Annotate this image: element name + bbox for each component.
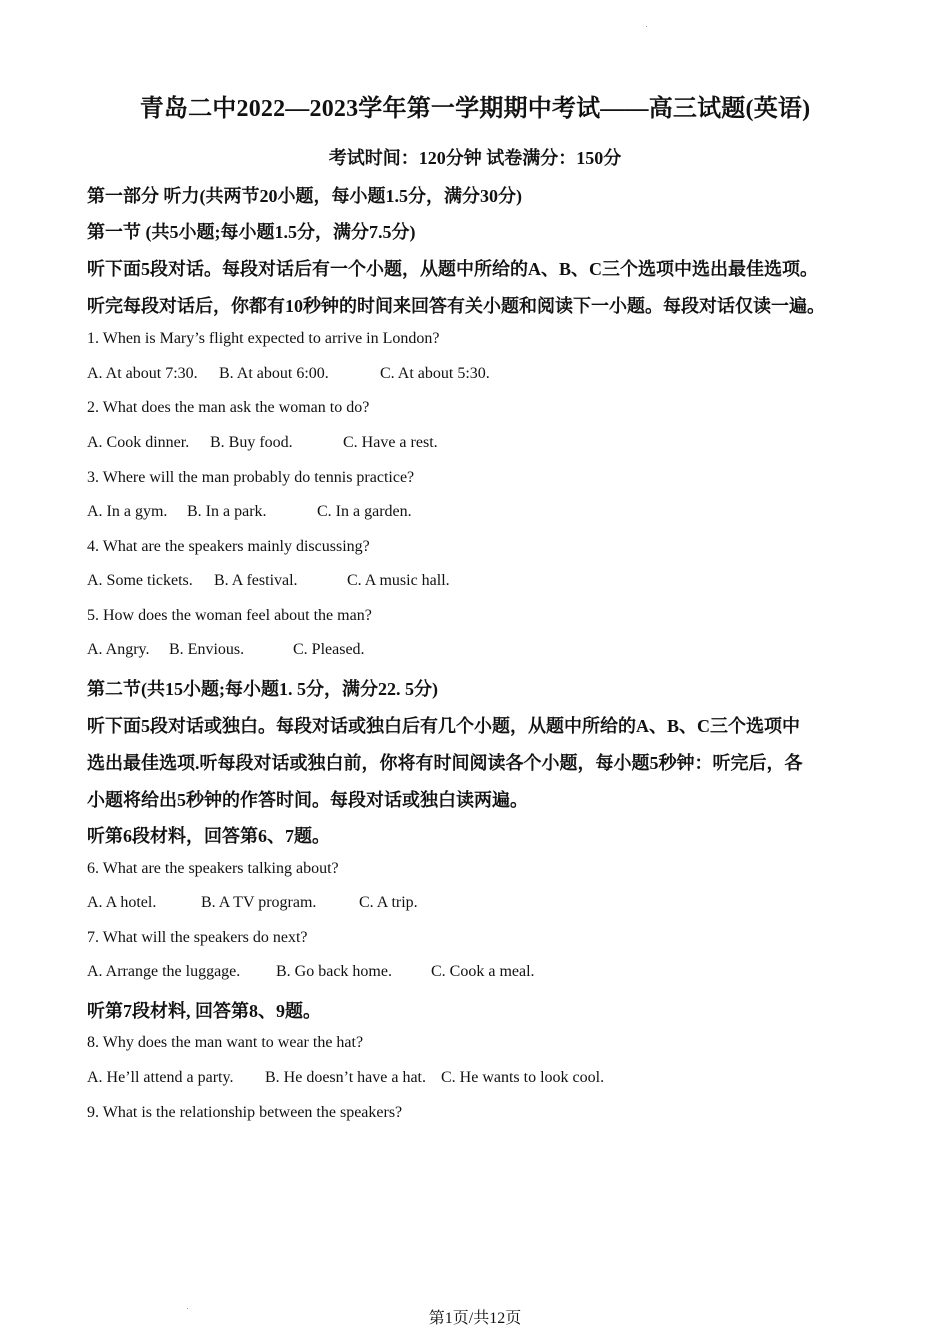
- section2-instruction-line: 小题将给出5秒钟的作答时间。每段对话或独白读两遍。: [87, 790, 528, 810]
- option-b: B. A festival.: [214, 572, 298, 589]
- section1-instruction-line: 听完每段对话后，你都有10秒钟的时间来回答有关小题和阅读下一小题。每段对话仅读一遍。: [87, 296, 825, 316]
- material-heading: 听第7段材料, 回答第8、9题。: [87, 1001, 321, 1021]
- question-options: [87, 365, 490, 383]
- scan-speck: [187, 1308, 188, 1309]
- option-c: C. In a garden.: [317, 503, 412, 520]
- option-a: A. Some tickets.: [87, 572, 193, 589]
- option-c: C. Have a rest.: [343, 434, 438, 451]
- option-b: B. A TV program.: [201, 894, 317, 911]
- option-b: B. Buy food.: [210, 434, 293, 451]
- question-text: 9. What is the relationship between the speakers?: [87, 1104, 403, 1121]
- question-text: 6. What are the speakers talking about?: [87, 860, 339, 877]
- question-text: 1. When is Mary’s flight expected to arrive in London?: [87, 330, 440, 347]
- section2-instruction-line: 听下面5段对话或独白。每段对话或独白后有几个小题，从题中所给的A、B、C三个选项中: [87, 716, 800, 736]
- exam-subtitle: 考试时间：120分钟 试卷满分：150分: [328, 148, 622, 168]
- question-options: [87, 1069, 604, 1087]
- section2-heading: 第二节(共15小题;每小题1. 5分，满分22. 5分): [87, 679, 438, 699]
- page-footer: 第1页/共12页: [428, 1310, 522, 1327]
- option-c: C. He wants to look cool.: [441, 1069, 605, 1086]
- option-b: B. He doesn’t have a hat.: [265, 1069, 426, 1086]
- section1-heading: 第一节 (共5小题;每小题1.5分，满分7.5分): [87, 222, 416, 242]
- question-options: [87, 434, 438, 452]
- option-a: A. A hotel.: [87, 894, 157, 911]
- question-options: [87, 503, 412, 521]
- option-a: A. Arrange the luggage.: [87, 963, 241, 980]
- question-text: 2. What does the man ask the woman to do?: [87, 399, 370, 416]
- question-text: 4. What are the speakers mainly discussing?: [87, 538, 370, 555]
- question-text: 8. Why does the man want to wear the hat?: [87, 1034, 364, 1051]
- option-c: C. A music hall.: [347, 572, 450, 589]
- material-heading: 听第6段材料，回答第6、7题。: [87, 826, 330, 846]
- option-c: C. Cook a meal.: [431, 963, 535, 980]
- option-c: C. At about 5:30.: [380, 365, 490, 382]
- option-b: B. At about 6:00.: [219, 365, 329, 382]
- section2-instruction-line: 选出最佳选项.听每段对话或独白前，你将有时间阅读各个小题，每小题5秒钟：听完后，各: [87, 753, 803, 773]
- option-c: C. A trip.: [359, 894, 418, 911]
- option-b: B. In a park.: [187, 503, 267, 520]
- option-a: A. Angry.: [87, 641, 150, 658]
- scan-speck: [646, 26, 647, 27]
- question-options: [87, 572, 450, 590]
- option-b: B. Go back home.: [276, 963, 392, 980]
- exam-title: 青岛二中2022—2023学年第一学期期中考试——高三试题(英语): [139, 96, 811, 122]
- section1-instruction-line: 听下面5段对话。每段对话后有一个小题，从题中所给的A、B、C三个选项中选出最佳选项。: [87, 259, 818, 279]
- option-a: A. Cook dinner.: [87, 434, 190, 451]
- option-b: B. Envious.: [169, 641, 245, 658]
- question-options: [87, 894, 418, 912]
- option-a: A. At about 7:30.: [87, 365, 198, 382]
- question-text: 7. What will the speakers do next?: [87, 929, 308, 946]
- part1-heading: 第一部分 听力(共两节20小题，每小题1.5分，满分30分): [87, 186, 522, 206]
- option-a: A. He’ll attend a party.: [87, 1069, 234, 1086]
- option-a: A. In a gym.: [87, 503, 168, 520]
- question-options: [87, 641, 365, 659]
- question-options: [87, 963, 535, 981]
- question-text: 3. Where will the man probably do tennis practice?: [87, 469, 415, 486]
- option-c: C. Pleased.: [293, 641, 365, 658]
- question-text: 5. How does the woman feel about the man?: [87, 607, 372, 624]
